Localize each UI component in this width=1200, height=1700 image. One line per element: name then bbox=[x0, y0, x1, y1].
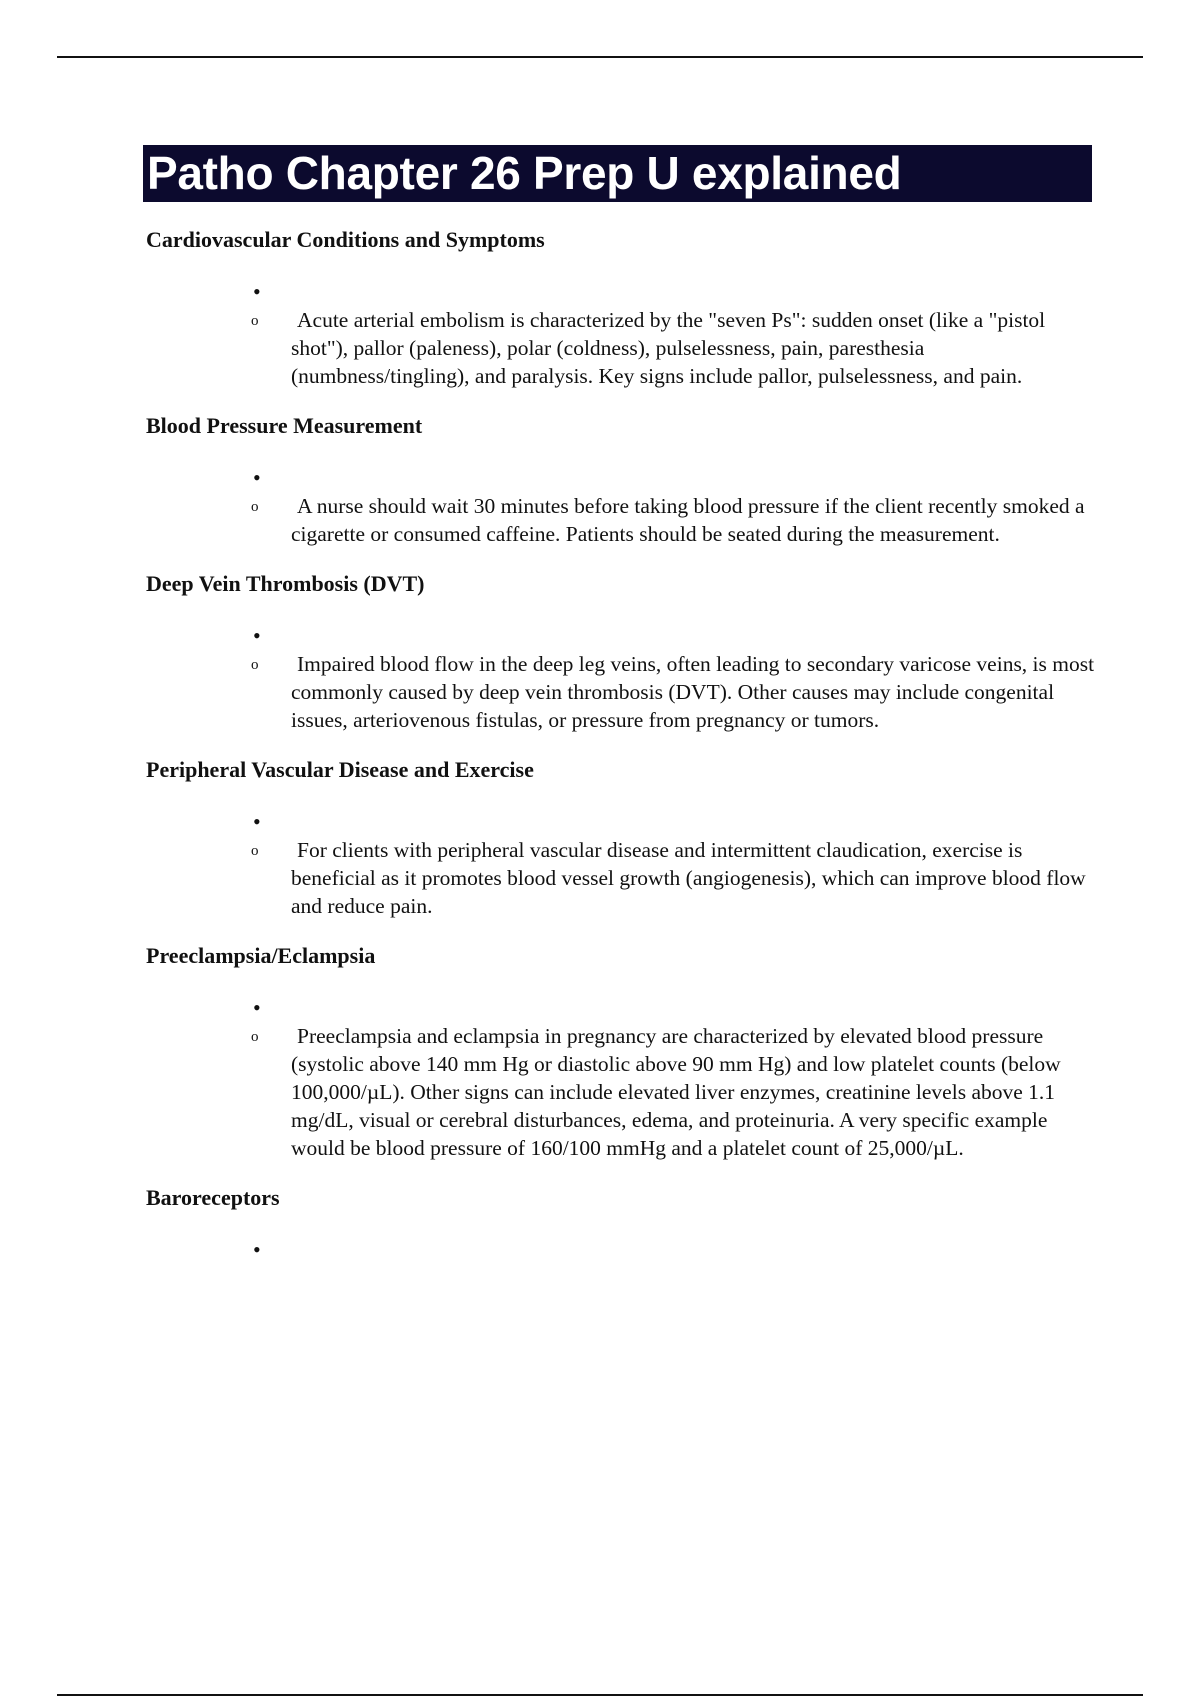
list-item bbox=[146, 306, 1096, 390]
list-item-text: Acute arterial embolism is characterized by the "seven Ps": sudden onset (like a "pistol shot"), pallor (paleness), polar (coldness), pulselessness, pain, paresthesia (numbness/tingling), and paralysis. Key signs include pallor, pulselessness, and pain. bbox=[291, 308, 1046, 388]
section-baroreceptors bbox=[146, 1184, 1096, 1264]
list-item bbox=[146, 650, 1096, 734]
list-item-text: A nurse should wait 30 minutes before taking blood pressure if the client recently smoked a cigarette or consumed caffeine. Patients should be seated during the measurement. bbox=[291, 494, 1085, 546]
page-title: Patho Chapter 26 Prep U explained bbox=[147, 147, 902, 199]
circle-bullet-icon: o bbox=[251, 1029, 259, 1045]
section-dvt bbox=[146, 570, 1096, 734]
section-heading: Deep Vein Thrombosis (DVT) bbox=[146, 571, 425, 596]
top-rule bbox=[57, 56, 1143, 58]
list-item bbox=[146, 1022, 1096, 1162]
list-item-text: Impaired blood flow in the deep leg veins, often leading to secondary varicose veins, is most commonly caused by deep vein thrombosis (DVT). Other causes may include congenital issues, arteriovenous fistulas, or pressure from pregnancy or tumors. bbox=[291, 652, 1095, 732]
bullet-item bbox=[146, 278, 1096, 306]
section-heading: Preeclampsia/Eclampsia bbox=[146, 943, 376, 968]
title-banner bbox=[143, 145, 1092, 202]
section-heading: Peripheral Vascular Disease and Exercise bbox=[146, 757, 534, 782]
bottom-rule bbox=[57, 1694, 1143, 1696]
bullet-item bbox=[146, 808, 1096, 836]
bullet-item bbox=[146, 1236, 1096, 1264]
bullet-item bbox=[146, 464, 1096, 492]
section-heading: Baroreceptors bbox=[146, 1185, 280, 1210]
bullet-dot: • bbox=[253, 465, 261, 490]
bullet-dot: • bbox=[253, 995, 261, 1020]
list-item bbox=[146, 836, 1096, 920]
section-preeclampsia bbox=[146, 942, 1096, 1162]
circle-bullet-icon: o bbox=[251, 657, 259, 673]
bullet-dot: • bbox=[253, 279, 261, 304]
list-item bbox=[146, 492, 1096, 548]
circle-bullet-icon: o bbox=[251, 313, 259, 329]
section-pvd-exercise bbox=[146, 756, 1096, 920]
section-cardiovascular bbox=[146, 226, 1096, 390]
circle-bullet-icon: o bbox=[251, 499, 259, 515]
bullet-dot: • bbox=[253, 809, 261, 834]
bullet-dot: • bbox=[253, 623, 261, 648]
document-body bbox=[146, 226, 1096, 1264]
section-heading: Blood Pressure Measurement bbox=[146, 413, 423, 438]
section-heading: Cardiovascular Conditions and Symptoms bbox=[146, 227, 545, 252]
bullet-dot: • bbox=[253, 1237, 261, 1262]
section-blood-pressure bbox=[146, 412, 1096, 548]
list-item-text: For clients with peripheral vascular disease and intermittent claudication, exercise is beneficial as it promotes blood vessel growth (angiogenesis), which can improve blood flow and reduce pain. bbox=[291, 838, 1086, 918]
bullet-item bbox=[146, 994, 1096, 1022]
list-item-text: Preeclampsia and eclampsia in pregnancy are characterized by elevated blood pressure (systolic above 140 mm Hg or diastolic above 90 mm Hg) and low platelet counts (below 100,000/µL). Other signs can include elevated liver enzymes, creatinine levels above 1.1 mg/dL, visual or cerebral disturbances, edema, and proteinuria. A very specific example would be blood pressure of 160/100 mmHg and a platelet count of 25,000/µL. bbox=[291, 1024, 1061, 1160]
circle-bullet-icon: o bbox=[251, 843, 259, 859]
bullet-item bbox=[146, 622, 1096, 650]
